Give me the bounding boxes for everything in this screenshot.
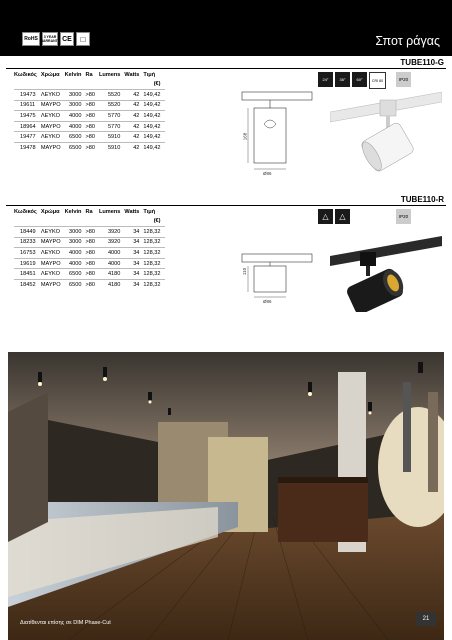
table-cell: 3000 — [65, 100, 86, 111]
table-cell: 42 — [124, 142, 143, 152]
table-cell: >80 — [85, 237, 99, 248]
table-cell: 19611 — [14, 100, 41, 111]
dim-width-1: Ø86 — [263, 171, 272, 176]
table-cell: 19477 — [14, 132, 41, 143]
table-cell: 42 — [124, 111, 143, 122]
table-cell: 42 — [124, 121, 143, 132]
warning-icon: △ — [335, 209, 350, 224]
col-color: Χρώμα — [40, 71, 60, 78]
col-lumens: Lumens — [98, 71, 121, 78]
icon-row-1 — [318, 72, 438, 88]
table-cell: 5770 — [99, 111, 124, 122]
table-cell: 5770 — [99, 121, 124, 132]
dim-height-1: 168 — [242, 132, 248, 141]
table-cell: ΜΑΥΡΟ — [41, 279, 65, 289]
section-divider-2 — [6, 205, 446, 206]
table-cell: 149,42 — [143, 111, 164, 122]
table-cell: >80 — [85, 121, 99, 132]
table-cell: 19478 — [14, 142, 41, 152]
table-cell: ΜΑΥΡΟ — [41, 142, 65, 152]
table-cell: 3000 — [65, 90, 86, 101]
page-number: 21 — [416, 612, 436, 626]
col-watts: Watts — [124, 71, 140, 78]
table-cell: 5520 — [99, 90, 124, 101]
table-cell: 34 — [124, 279, 143, 289]
table-cell: 128,32 — [143, 237, 164, 248]
price-unit: (€) — [153, 81, 161, 87]
table-cell: 6500 — [65, 132, 86, 143]
table-cell: 4180 — [99, 269, 124, 280]
table-cell: 128,32 — [143, 269, 164, 280]
table-cell: >80 — [85, 248, 99, 259]
beam-angle-icon: 36° — [335, 72, 350, 87]
table-cell: ΜΑΥΡΟ — [41, 258, 65, 269]
table-cell: >80 — [85, 258, 99, 269]
table-cell: 18451 — [14, 269, 41, 280]
table-row — [14, 111, 165, 122]
table-cell: >80 — [85, 269, 99, 280]
col-kelvin: Kelvin — [64, 71, 82, 78]
icon-row-2 — [318, 209, 438, 225]
table-cell: 4000 — [99, 248, 124, 259]
table-cell: 128,32 — [143, 258, 164, 269]
table-cell: 128,32 — [143, 279, 164, 289]
table-cell: 4000 — [65, 248, 86, 259]
header-bar — [0, 0, 452, 56]
table-header-row — [14, 70, 165, 79]
table-row — [14, 90, 165, 101]
dim-height-2: 110 — [242, 267, 248, 276]
table-cell: 4000 — [99, 258, 124, 269]
table-header-row — [14, 207, 165, 216]
store-interior-photo — [8, 352, 444, 640]
table-cell: 19473 — [14, 90, 41, 101]
table-cell: 16753 — [14, 248, 41, 259]
ip-rating-icon: IP20 — [396, 72, 411, 87]
col-code: Κωδικός — [14, 208, 37, 215]
table-cell: 149,42 — [143, 142, 164, 152]
table-cell: 149,42 — [143, 90, 164, 101]
table-cell: 4180 — [99, 279, 124, 289]
table-cell: >80 — [85, 142, 99, 152]
spec-table-2 — [14, 207, 165, 290]
col-code: Κωδικός — [14, 71, 37, 78]
table-cell: ΜΑΥΡΟ — [41, 237, 65, 248]
table-cell: 128,32 — [143, 248, 164, 259]
table-cell: ΛΕΥΚΟ — [41, 111, 65, 122]
table-cell: 19475 — [14, 111, 41, 122]
dimension-drawing-1 — [240, 74, 314, 178]
table-cell: ΛΕΥΚΟ — [41, 248, 65, 259]
footer-note: Διατίθενται επίσης σε DIM Phase-Cut — [20, 620, 111, 626]
table-cell: 3000 — [65, 227, 86, 238]
table-row — [14, 100, 165, 111]
table-cell: 4000 — [65, 258, 86, 269]
product-title-2: TUBE110-R — [400, 195, 444, 204]
col-price: Τιμή — [143, 208, 156, 215]
table-cell: 5520 — [99, 100, 124, 111]
col-price: Τιμή — [143, 71, 156, 78]
table-cell: 34 — [124, 258, 143, 269]
col-kelvin: Kelvin — [64, 208, 82, 215]
table-row — [14, 142, 165, 152]
table-cell: 128,32 — [143, 227, 164, 238]
table-cell: >80 — [85, 132, 99, 143]
table-cell: 5910 — [99, 142, 124, 152]
table-cell: 149,42 — [143, 100, 164, 111]
table-cell: 34 — [124, 248, 143, 259]
table-cell: 18964 — [14, 121, 41, 132]
table-cell: 19619 — [14, 258, 41, 269]
table-row — [14, 269, 165, 280]
table-cell: 149,42 — [143, 121, 164, 132]
table-cell: 18452 — [14, 279, 41, 289]
table-cell: 3920 — [99, 237, 124, 248]
table-cell: 34 — [124, 227, 143, 238]
table-cell: 42 — [124, 90, 143, 101]
table-cell: 149,42 — [143, 132, 164, 143]
table-row — [14, 227, 165, 238]
rohs-badge: RoHS — [22, 32, 40, 46]
warranty-badge: 3 YEAR WARRANTY — [42, 32, 58, 46]
class-ii-icon: □ — [76, 32, 90, 46]
dimension-drawing-2 — [240, 252, 314, 304]
table-cell: ΜΑΥΡΟ — [41, 100, 65, 111]
ce-mark-icon: CE — [60, 32, 74, 46]
table-cell: >80 — [85, 90, 99, 101]
table-cell: 4000 — [65, 121, 86, 132]
table-row — [14, 121, 165, 132]
table-cell: 42 — [124, 132, 143, 143]
table-cell: 5910 — [99, 132, 124, 143]
table-cell: 34 — [124, 237, 143, 248]
table-cell: 34 — [124, 269, 143, 280]
table-cell: ΜΑΥΡΟ — [41, 121, 65, 132]
col-ra: Ra — [85, 208, 93, 215]
product-image-black-spot — [330, 228, 442, 312]
page-title: Σποτ ράγας — [375, 34, 440, 48]
table-cell: ΛΕΥΚΟ — [41, 269, 65, 280]
product-image-white-spot — [330, 90, 442, 174]
beam-angle-icon: 24° — [318, 72, 333, 87]
table-cell: >80 — [85, 100, 99, 111]
col-lumens: Lumens — [98, 208, 121, 215]
table-cell: ΛΕΥΚΟ — [41, 227, 65, 238]
table-row — [14, 279, 165, 289]
table-cell: 3000 — [65, 237, 86, 248]
table-cell: >80 — [85, 227, 99, 238]
table-row — [14, 132, 165, 143]
table-cell: 18449 — [14, 227, 41, 238]
spec-table-1 — [14, 70, 165, 153]
warning-icon: △ — [318, 209, 333, 224]
table-cell: ΛΕΥΚΟ — [41, 90, 65, 101]
table-row — [14, 248, 165, 259]
table-cell: 6500 — [65, 269, 86, 280]
table-cell: 3920 — [99, 227, 124, 238]
table-cell: 6500 — [65, 279, 86, 289]
table-cell: 42 — [124, 100, 143, 111]
price-unit: (€) — [153, 218, 161, 224]
cri-icon: CRI 80 — [369, 72, 386, 89]
table-row — [14, 237, 165, 248]
dim-width-2: Ø86 — [263, 299, 272, 304]
ip-rating-icon: IP20 — [396, 209, 411, 224]
table-cell: 18233 — [14, 237, 41, 248]
section-divider-1 — [6, 68, 446, 69]
beam-angle-icon: 60° — [352, 72, 367, 87]
table-row — [14, 258, 165, 269]
table-cell: >80 — [85, 111, 99, 122]
col-watts: Watts — [124, 208, 140, 215]
col-color: Χρώμα — [40, 208, 60, 215]
col-ra: Ra — [85, 71, 93, 78]
table-cell: 6500 — [65, 142, 86, 152]
table-cell: >80 — [85, 279, 99, 289]
product-title-1: TUBE110-G — [400, 58, 444, 67]
table-cell: ΛΕΥΚΟ — [41, 132, 65, 143]
table-cell: 4000 — [65, 111, 86, 122]
